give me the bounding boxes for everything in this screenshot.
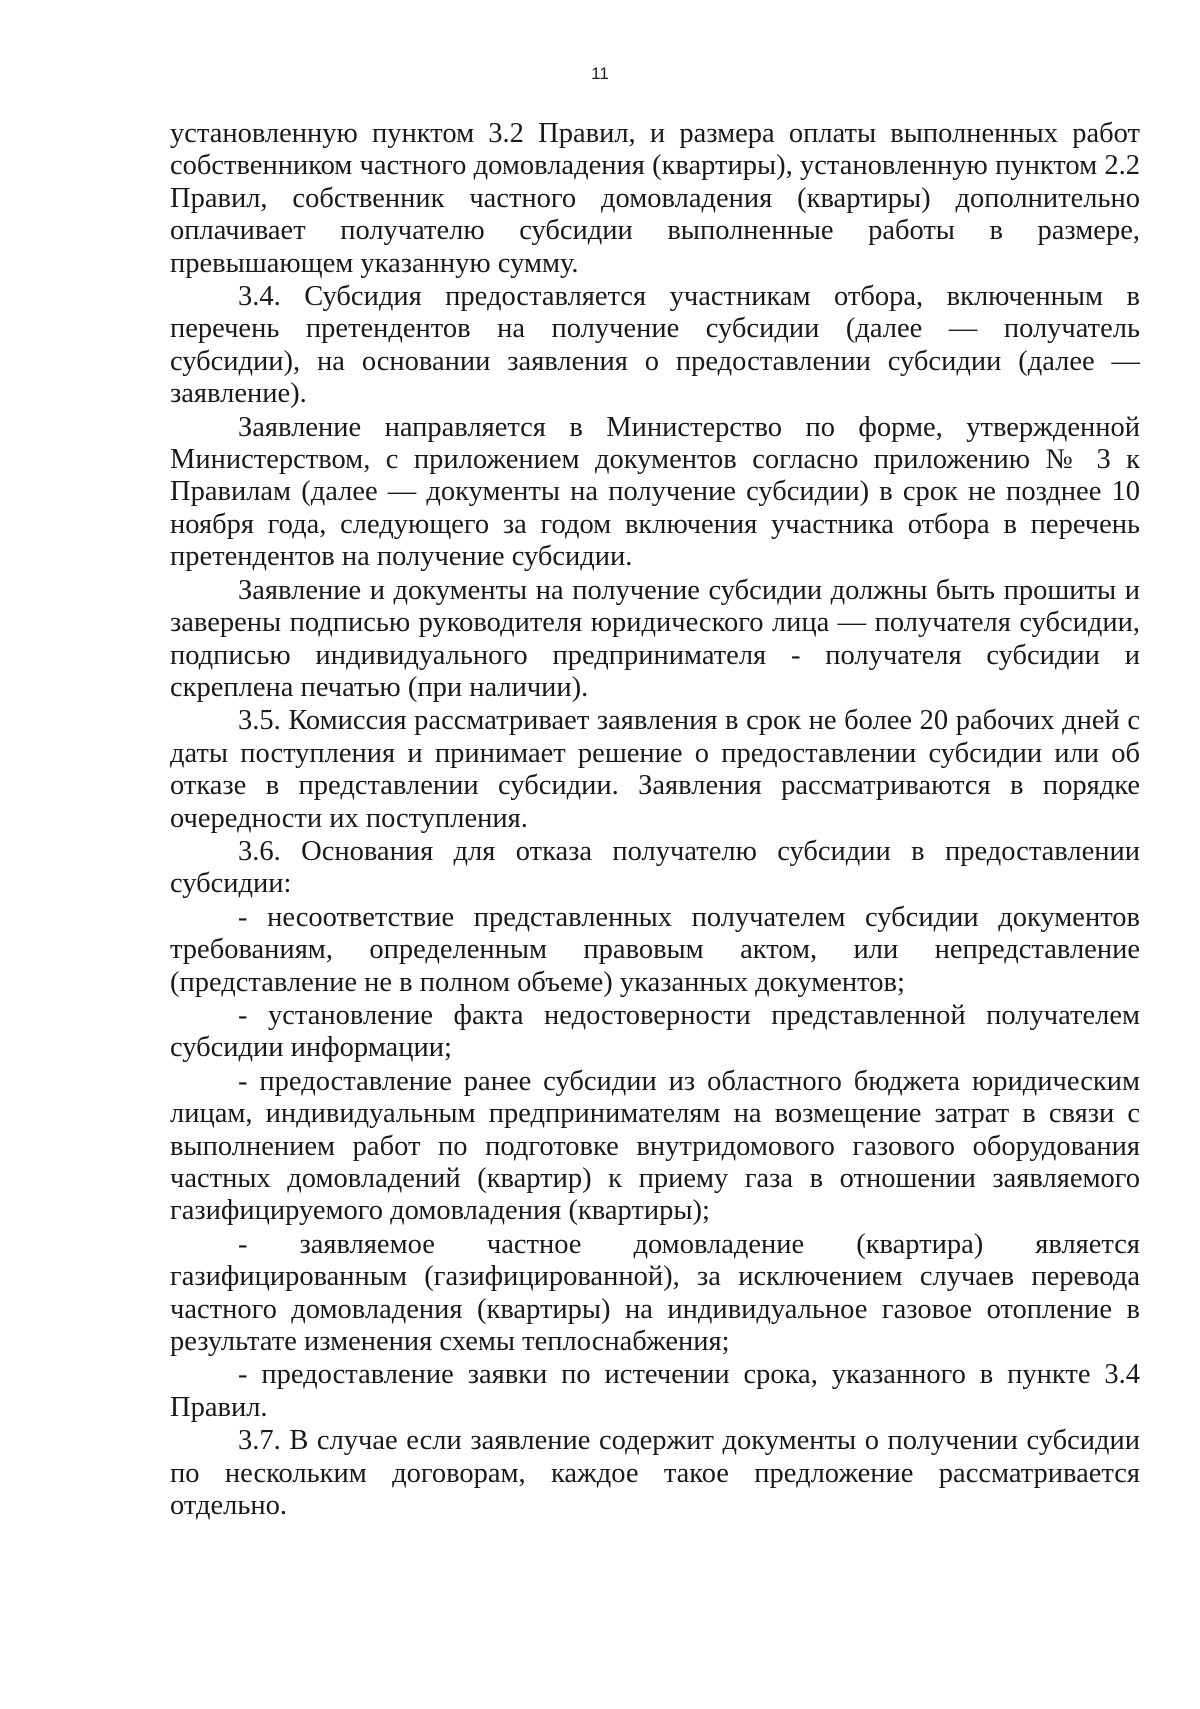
paragraph-application-submission: Заявление направляется в Министерство по форме, утвержденной Министерством, с приложением документов согласно приложению № 3 к Правилам (далее — документы на получение субсидии) в срок не позднее 10 ноября года, следующего за годом включения участника отбора в перечень претендентов на получение субсидии.	[170, 411, 1140, 573]
paragraph-application-signing: Заявление и документы на получение субсидии должны быть прошиты и заверены подписью руководителя юридического лица — получателя субсидии, подписью индивидуального предпринимателя - получателя субсидии и скреплена печатью (при наличии).	[170, 574, 1140, 703]
list-item-prior-subsidy: - предоставление ранее субсидии из областного бюджета юридическим лицам, индивидуальным предпринимателям на возмещение затрат в связи с выполнением работ по подготовке внутридомового газового оборудования частных домовладений (квартир) к приему газа в отношении заявляемого газифицируемого домовладения (квартиры);	[170, 1065, 1140, 1227]
paragraph-3-6: 3.6. Основания для отказа получателю субсидии в предоставлении субсидии:	[170, 835, 1140, 900]
list-item-false-information: - установление факта недостоверности представленной получателем субсидии информации;	[170, 999, 1140, 1064]
paragraph-3-5: 3.5. Комиссия рассматривает заявления в срок не более 20 рабочих дней с даты поступления и принимает решение о предоставлении субсидии или об отказе в представлении субсидии. Заявления рассматриваются в порядке очередности их поступления.	[170, 705, 1140, 834]
paragraph-continuation: установленную пунктом 3.2 Правил, и размера оплаты выполненных работ собственником частного домовладения (квартиры), установленную пунктом 2.2 Правил, собственник частного домовладения (квартиры) дополнительно оплачивает получателю субсидии выполненные работы в размере, превышающем указанную сумму.	[170, 118, 1140, 279]
list-item-document-mismatch: - несоответствие представленных получателем субсидии документов требованиям, определенным правовым актом, или непредставление (представление не в полном объеме) указанных документов;	[170, 901, 1140, 998]
paragraph-3-7: 3.7. В случае если заявление содержит документы о получении субсидии по нескольким договорам, каждое такое предложение рассматривается отдельно.	[170, 1425, 1140, 1522]
paragraph-3-4: 3.4. Субсидия предоставляется участникам отбора, включенным в перечень претендентов на получение субсидии (далее — получатель субсидии), на основании заявления о предоставлении субсидии (далее — заявление).	[170, 281, 1140, 410]
document-body	[170, 118, 1140, 1522]
page-number: 11	[591, 64, 609, 83]
list-item-already-gasified: - заявляемое частное домовладение (квартира) является газифицированным (газифицированной), за исключением случаев перевода частного домовладения (квартиры) на индивидуальное газовое отопление в результате изменения схемы теплоснабжения;	[170, 1228, 1140, 1358]
list-item-late-submission: - предоставление заявки по истечении срока, указанного в пункте 3.4 Правил.	[170, 1359, 1140, 1423]
